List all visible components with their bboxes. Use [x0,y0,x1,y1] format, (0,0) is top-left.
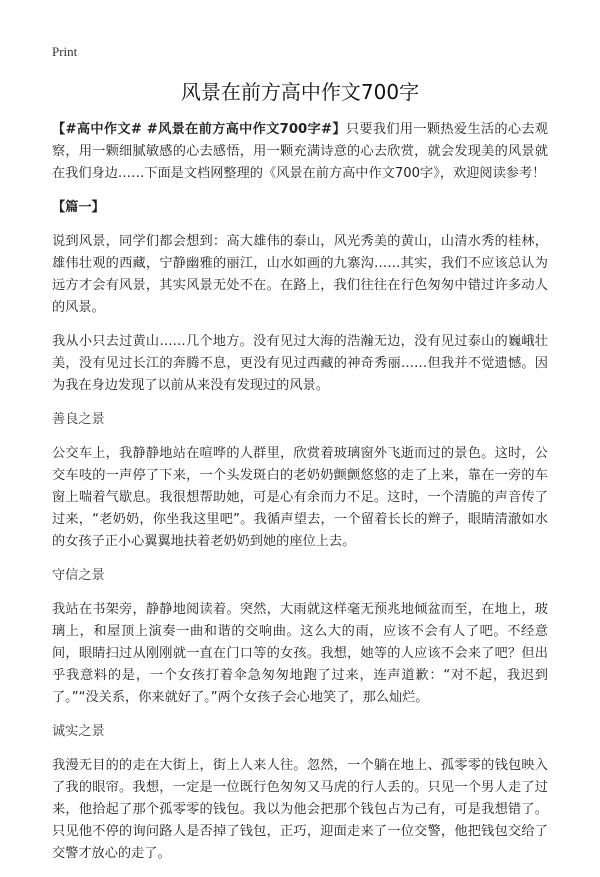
subheading-trust: 守信之景 [52,568,105,583]
paragraph-honesty: 我漫无目的的走在大街上，街上人来人往。忽然，一个躺在地上、孤零零的钱包映入了我的眼帘。我想，一定是一位既行色匆匆又马虎的行人丢的。只见一个男人走了过来，他拾起了那个孤零零的钱包。我以为他会把那个钱包占为己有，可是我想错了。只见他不停的询问路人是否掉了钱包，正巧，迎面走来了一位交警，他把钱包交给了交警才放心的走了。 [52,758,548,861]
section-title: 【篇一】 [52,200,105,215]
paragraph-2: 我从小只去过黄山……几个地方。没有见过大海的浩瀚无边，没有见过泰山的巍峨壮美，没有见过长江的奔腾不息，更没有见过西藏的神奇秀丽……但我并不觉遗憾。因为我在身边发现了以前从来没有发现过的风景。 [52,334,548,393]
subheading-kindness: 善良之景 [52,412,105,427]
paragraph-1: 说到风景，同学们都会想到：高大雄伟的泰山，风光秀美的黄山，山清水秀的桂林，雄伟壮观的西藏，宁静幽雅的丽江，山水如画的九寨沟……其实，我们不应该总认为远方才会有风景，其实风景无处不在。在路上，我们往往在行色匆匆中错过许多动人的风景。 [52,234,548,315]
intro-paragraph [52,119,548,185]
subheading-honesty: 诚实之景 [52,724,105,739]
print-link[interactable]: Print [52,44,78,59]
intro-text: 只要我们用一颗热爱生活的心去观察，用一颗细腻敏感的心去感悟，用一颗充满诗意的心去欣赏，就会发现美的风景就在我们身边……下面是文档网整理的《风景在前方高中作文700字》，欢迎阅读参考！ [52,122,548,181]
article-body [52,119,548,877]
paragraph-trust: 我站在书架旁，静静地阅读着。突然，大雨就这样毫无预兆地倾盆而至，在地上，玻璃上，和屋顶上演奏一曲和谐的交响曲。这么大的雨，应该不会有人了吧。不经意间，眼睛扫过从刚刚就一直在门口等的女孩。我想，她等的人应该不会来了吧？但出乎我意料的是，一个女孩打着伞急匆匆地跑了过来，连声道歉：“对不起，我迟到了。”“没关系，你来就好了。”两个女孩子会心地笑了，那么灿烂。 [52,602,548,705]
page-title: 风景在前方高中作文700字 [180,80,420,104]
paragraph-kindness: 公交车上，我静静地站在喧哗的人群里，欣赏着玻璃窗外飞逝而过的景色。这时，公交车吱的一声停了下来，一个头发斑白的老奶奶颤颤悠悠的走了上来，靠在一旁的车窗上喘着气歇息。我很想帮助她，可是心有余而力不足。这时，一个清脆的声音传了过来，“老奶奶，你坐我这里吧”。我循声望去，一个留着长长的辫子，眼睛清澈如水的女孩子正小心翼翼地扶着老奶奶到她的座位上去。 [52,446,548,549]
intro-tag: 【#高中作文# #风景在前方高中作文700字#】 [52,122,346,137]
